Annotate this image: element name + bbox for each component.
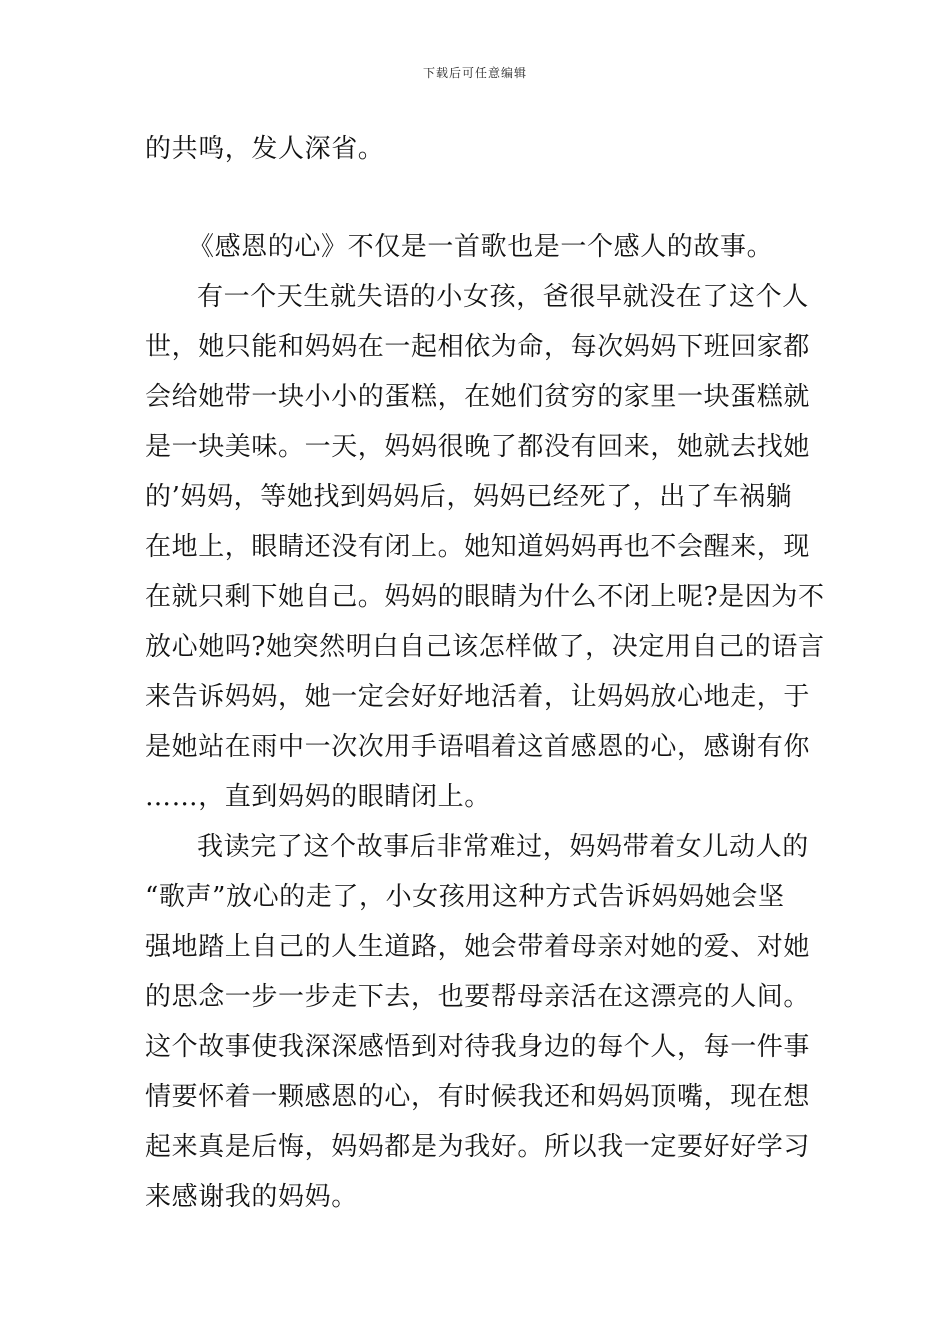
text-line: 是一块美味。一天，妈妈很晚了都没有回来，她就去找她 xyxy=(145,432,811,462)
text-line: 在地上，眼睛还没有闭上。她知道妈妈再也不会醒来，现 xyxy=(145,532,811,562)
text-line: 的’妈妈，等她找到妈妈后，妈妈已经死了，出了车祸躺 xyxy=(145,482,793,512)
text-line: “歌声”放心的走了，小女孩用这种方式告诉妈妈她会坚 xyxy=(145,882,785,912)
text-line: 强地踏上自己的人生道路，她会带着母亲对她的爱、对她 xyxy=(145,932,811,962)
text-line: 的思念一步一步走下去，也要帮母亲活在这漂亮的人间。 xyxy=(145,982,811,1012)
text-line: 这个故事使我深深感悟到对待我身边的每个人，每一件事 xyxy=(145,1032,811,1062)
text-line: 的共鸣，发人深省。 xyxy=(145,134,385,164)
text-line: 在就只剩下她自己。妈妈的眼睛为什么不闭上呢?是因为不 xyxy=(145,582,825,612)
text-line: ……，直到妈妈的眼睛闭上。 xyxy=(145,782,491,812)
text-line: 来感谢我的妈妈。 xyxy=(145,1182,358,1212)
text-line: 《感恩的心》不仅是一首歌也是一个感人的故事。 xyxy=(188,232,774,262)
text-line: 起来真是后悔，妈妈都是为我好。所以我一定要好好学习 xyxy=(145,1132,811,1162)
text-line: 情要怀着一颗感恩的心，有时候我还和妈妈顶嘴，现在想 xyxy=(145,1082,811,1112)
text-line: 世，她只能和妈妈在一起相依为命，每次妈妈下班回家都 xyxy=(145,332,811,362)
text-line: 有一个天生就失语的小女孩，爸很早就没在了这个人 xyxy=(197,282,809,312)
text-line: 会给她带一块小小的蛋糕，在她们贫穷的家里一块蛋糕就 xyxy=(145,382,811,412)
text-line: 我读完了这个故事后非常难过，妈妈带着女儿动人的 xyxy=(197,832,809,862)
page-header: 下载后可任意编辑 xyxy=(422,66,527,80)
text-line: 是她站在雨中一次次用手语唱着这首感恩的心，感谢有你 xyxy=(145,732,811,762)
text-line: 放心她吗?她突然明白自己该怎样做了，决定用自己的语言 xyxy=(145,632,825,662)
text-line: 来告诉妈妈，她一定会好好地活着，让妈妈放心地走，于 xyxy=(145,682,811,712)
